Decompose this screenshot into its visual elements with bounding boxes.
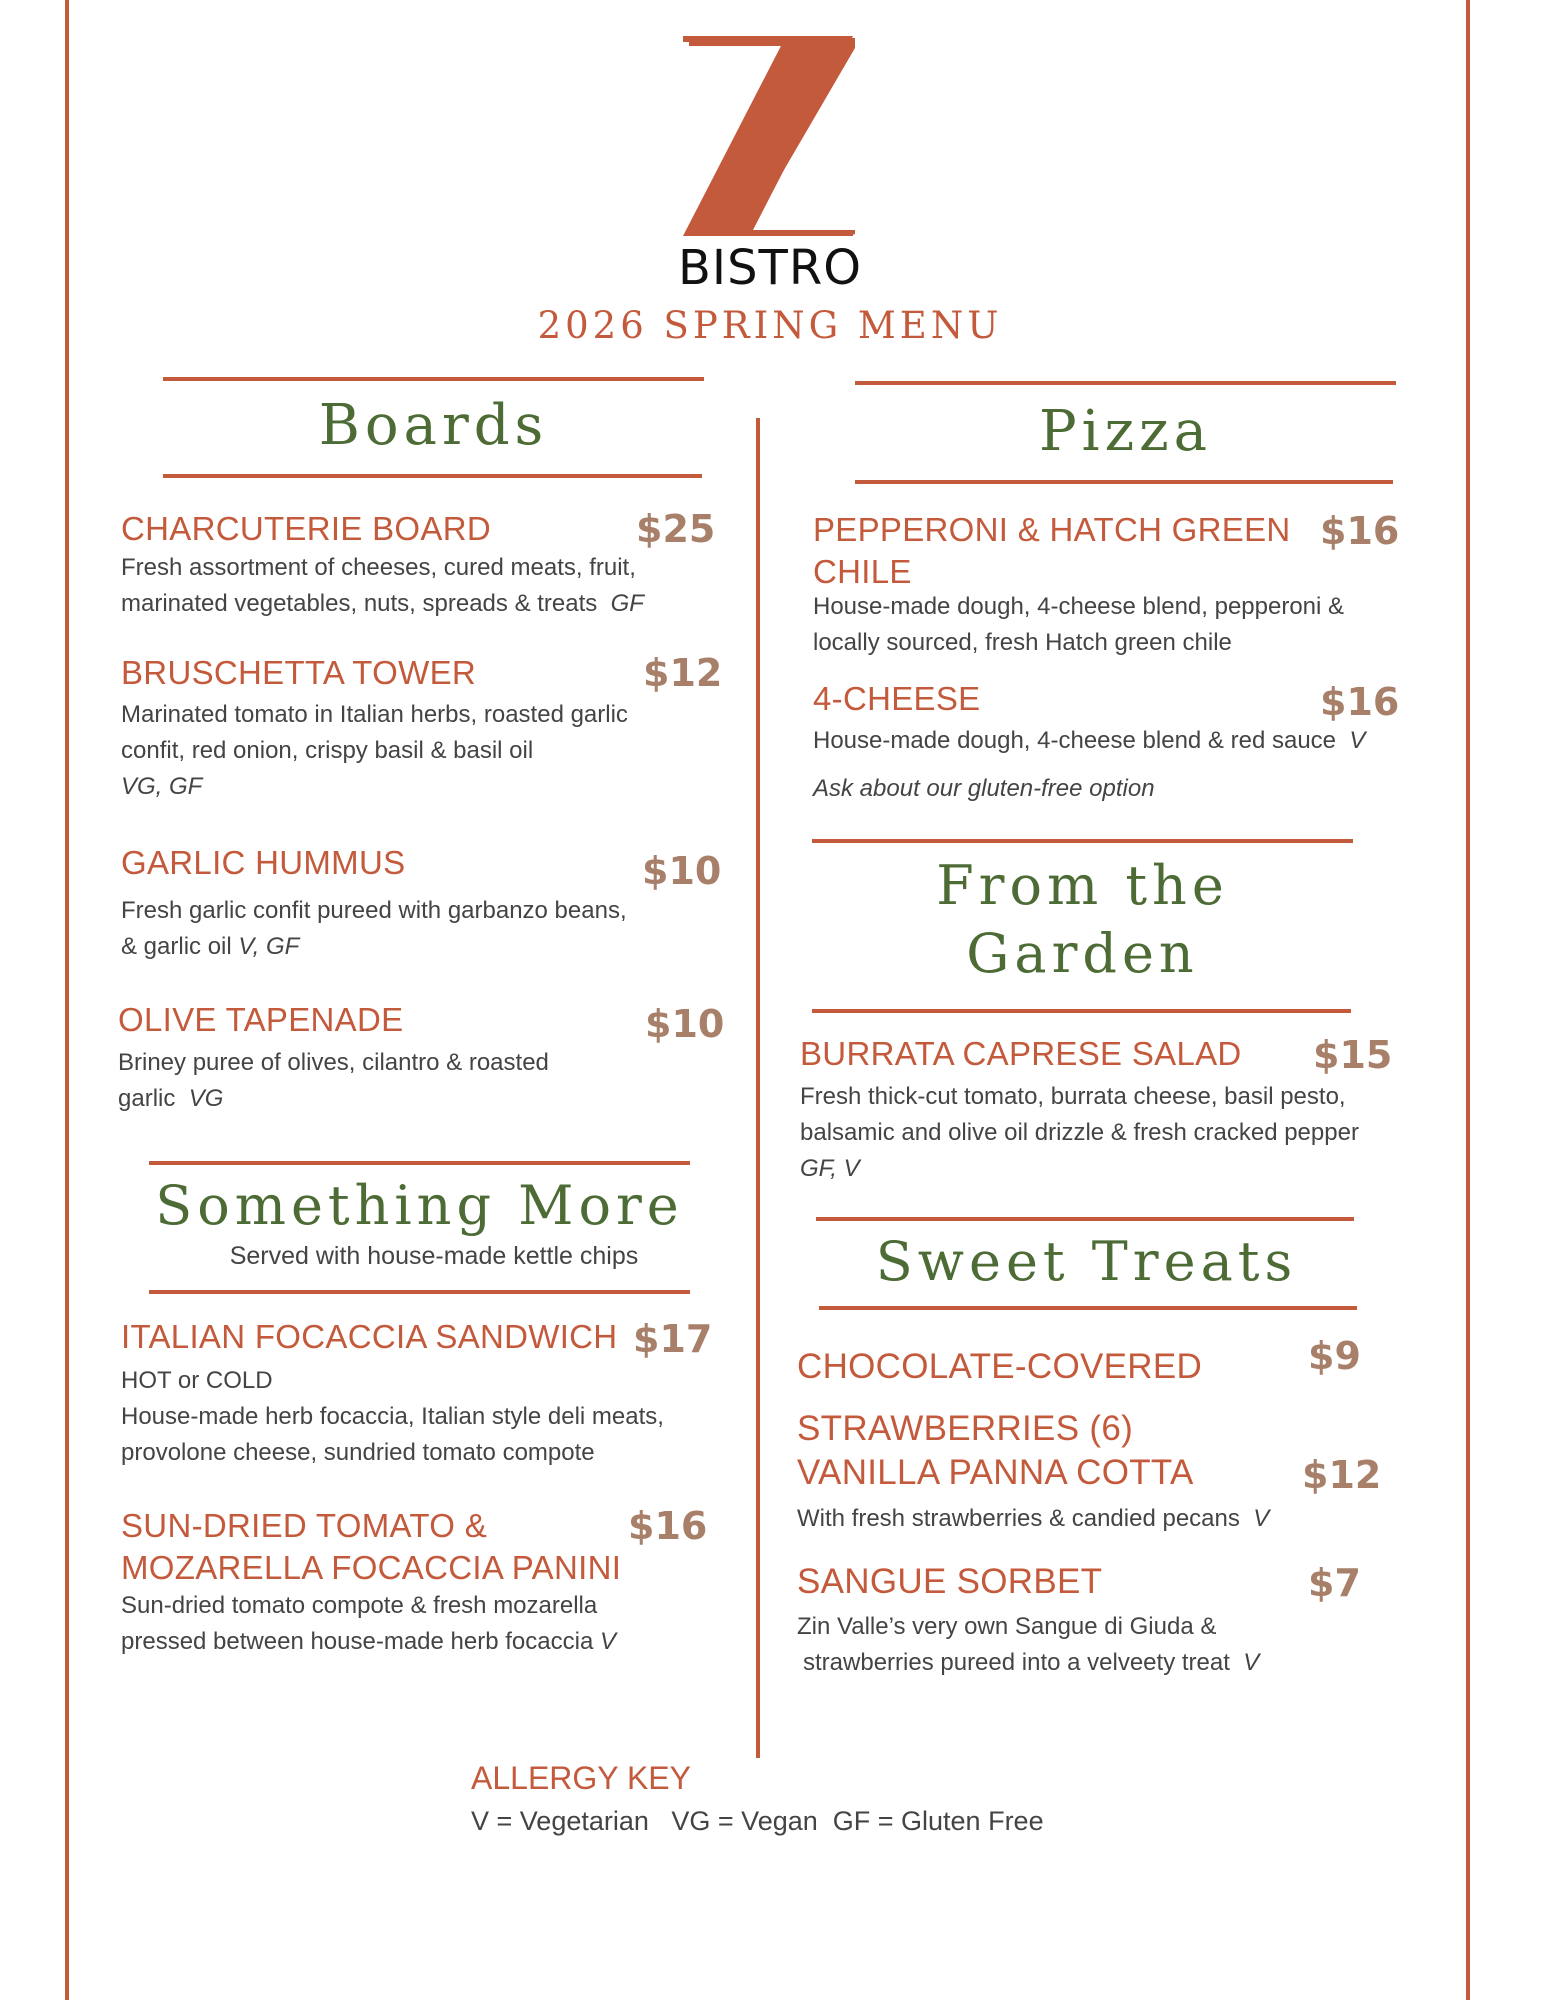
gluten-free-note: Ask about our gluten-free option xyxy=(813,775,1155,802)
boards-rule-bottom xyxy=(163,474,702,478)
desc-burrata: Fresh thick-cut tomato, burrata cheese, basil pesto, balsamic and olive oil drizzle & fresh cracked pepper GF, V xyxy=(800,1083,1359,1182)
garden-rule-bottom xyxy=(812,1009,1351,1013)
price-sorbet: $7 xyxy=(1308,1561,1361,1605)
item-name-strawberries: CHOCOLATE-COVERED STRAWBERRIES (6) xyxy=(797,1347,1203,1448)
section-title-boards: Boards xyxy=(318,393,549,458)
price-burrata: $15 xyxy=(1313,1033,1393,1077)
section-title-garden: From the Garden xyxy=(936,854,1229,985)
item-name-pepperoni: PEPPERONI & HATCH GREEN CHILE xyxy=(813,511,1291,590)
menu-subtitle: 2026 SPRING MENU xyxy=(537,304,1003,347)
pizza-rule-top xyxy=(855,381,1396,385)
sweets-rule-bottom xyxy=(819,1306,1357,1310)
price-4-cheese: $16 xyxy=(1320,680,1400,724)
desc-bruschetta: Marinated tomato in Italian herbs, roasted garlic confit, red onion, crispy basil & basil oil VG, GF xyxy=(121,701,628,800)
pizza-rule-bottom xyxy=(855,480,1393,484)
price-hummus: $10 xyxy=(642,849,722,893)
desc-panini: Sun-dried tomato compote & fresh mozarella pressed between house-made herb focaccia V xyxy=(121,1592,616,1655)
price-panna-cotta: $12 xyxy=(1302,1453,1382,1497)
section-title-pizza: Pizza xyxy=(1039,399,1212,464)
price-strawberries: $9 xyxy=(1308,1334,1361,1378)
item-name-tapenade: OLIVE TAPENADE xyxy=(118,1001,404,1038)
desc-tapenade: Briney puree of olives, cilantro & roasted garlic VG xyxy=(118,1049,549,1112)
price-tapenade: $10 xyxy=(645,1002,725,1046)
price-focaccia-sandwich: $17 xyxy=(633,1317,713,1361)
desc-panna-cotta: With fresh strawberries & candied pecans V xyxy=(797,1505,1270,1532)
allergy-key-text: V = Vegetarian VG = Vegan GF = Gluten Free xyxy=(471,1806,1044,1836)
price-pepperoni: $16 xyxy=(1320,509,1400,553)
item-name-panna-cotta: VANILLA PANNA COTTA xyxy=(797,1453,1194,1492)
desc-focaccia-sandwich: HOT or COLD House-made herb focaccia, Italian style deli meats, provolone cheese, sundried tomato compote xyxy=(121,1367,664,1466)
desc-4-cheese: House-made dough, 4-cheese blend & red sauce V xyxy=(813,727,1366,754)
desc-sorbet: Zin Valle’s very own Sangue di Giuda & strawberries pureed into a velveety treat V xyxy=(797,1613,1260,1676)
item-name-sorbet: SANGUE SORBET xyxy=(797,1562,1103,1601)
price-bruschetta: $12 xyxy=(643,651,723,695)
center-divider xyxy=(756,418,760,1758)
desc-hummus: Fresh garlic confit pureed with garbanzo beans, & garlic oil V, GF xyxy=(121,897,627,960)
left-border xyxy=(65,0,69,2000)
desc-charcuterie: Fresh assortment of cheeses, cured meats, fruit, marinated vegetables, nuts, spreads & treats GF xyxy=(121,554,644,617)
price-panini: $16 xyxy=(628,1504,708,1548)
sweets-rule-top xyxy=(816,1217,1354,1221)
item-name-focaccia-sandwich: ITALIAN FOCACCIA SANDWICH xyxy=(121,1318,618,1355)
section-title-sweet-treats: Sweet Treats xyxy=(875,1230,1298,1293)
more-rule-bottom xyxy=(149,1290,690,1294)
item-name-hummus: GARLIC HUMMUS xyxy=(121,844,406,881)
boards-rule-top xyxy=(163,377,704,381)
item-name-4-cheese: 4-CHEESE xyxy=(813,680,981,717)
desc-pepperoni: House-made dough, 4-cheese blend, pepperoni & locally sourced, fresh Hatch green chile xyxy=(813,593,1345,656)
garden-rule-top xyxy=(812,839,1353,843)
item-name-bruschetta: BRUSCHETTA TOWER xyxy=(121,654,477,691)
price-charcuterie: $25 xyxy=(636,507,716,551)
right-border xyxy=(1466,0,1470,2000)
item-name-panini: SUN-DRIED TOMATO & MOZARELLA FOCACCIA PANINI xyxy=(121,1507,622,1586)
item-name-charcuterie: CHARCUTERIE BOARD xyxy=(121,510,491,547)
brand-name: BISTRO xyxy=(677,240,862,296)
more-rule-top xyxy=(149,1161,690,1165)
item-name-burrata: BURRATA CAPRESE SALAD xyxy=(800,1035,1242,1072)
logo-z-icon xyxy=(683,30,863,240)
section-title-something-more: Something More xyxy=(155,1174,684,1237)
something-more-note: Served with house-made kettle chips xyxy=(229,1242,639,1270)
allergy-key-title: ALLERGY KEY xyxy=(471,1760,691,1796)
